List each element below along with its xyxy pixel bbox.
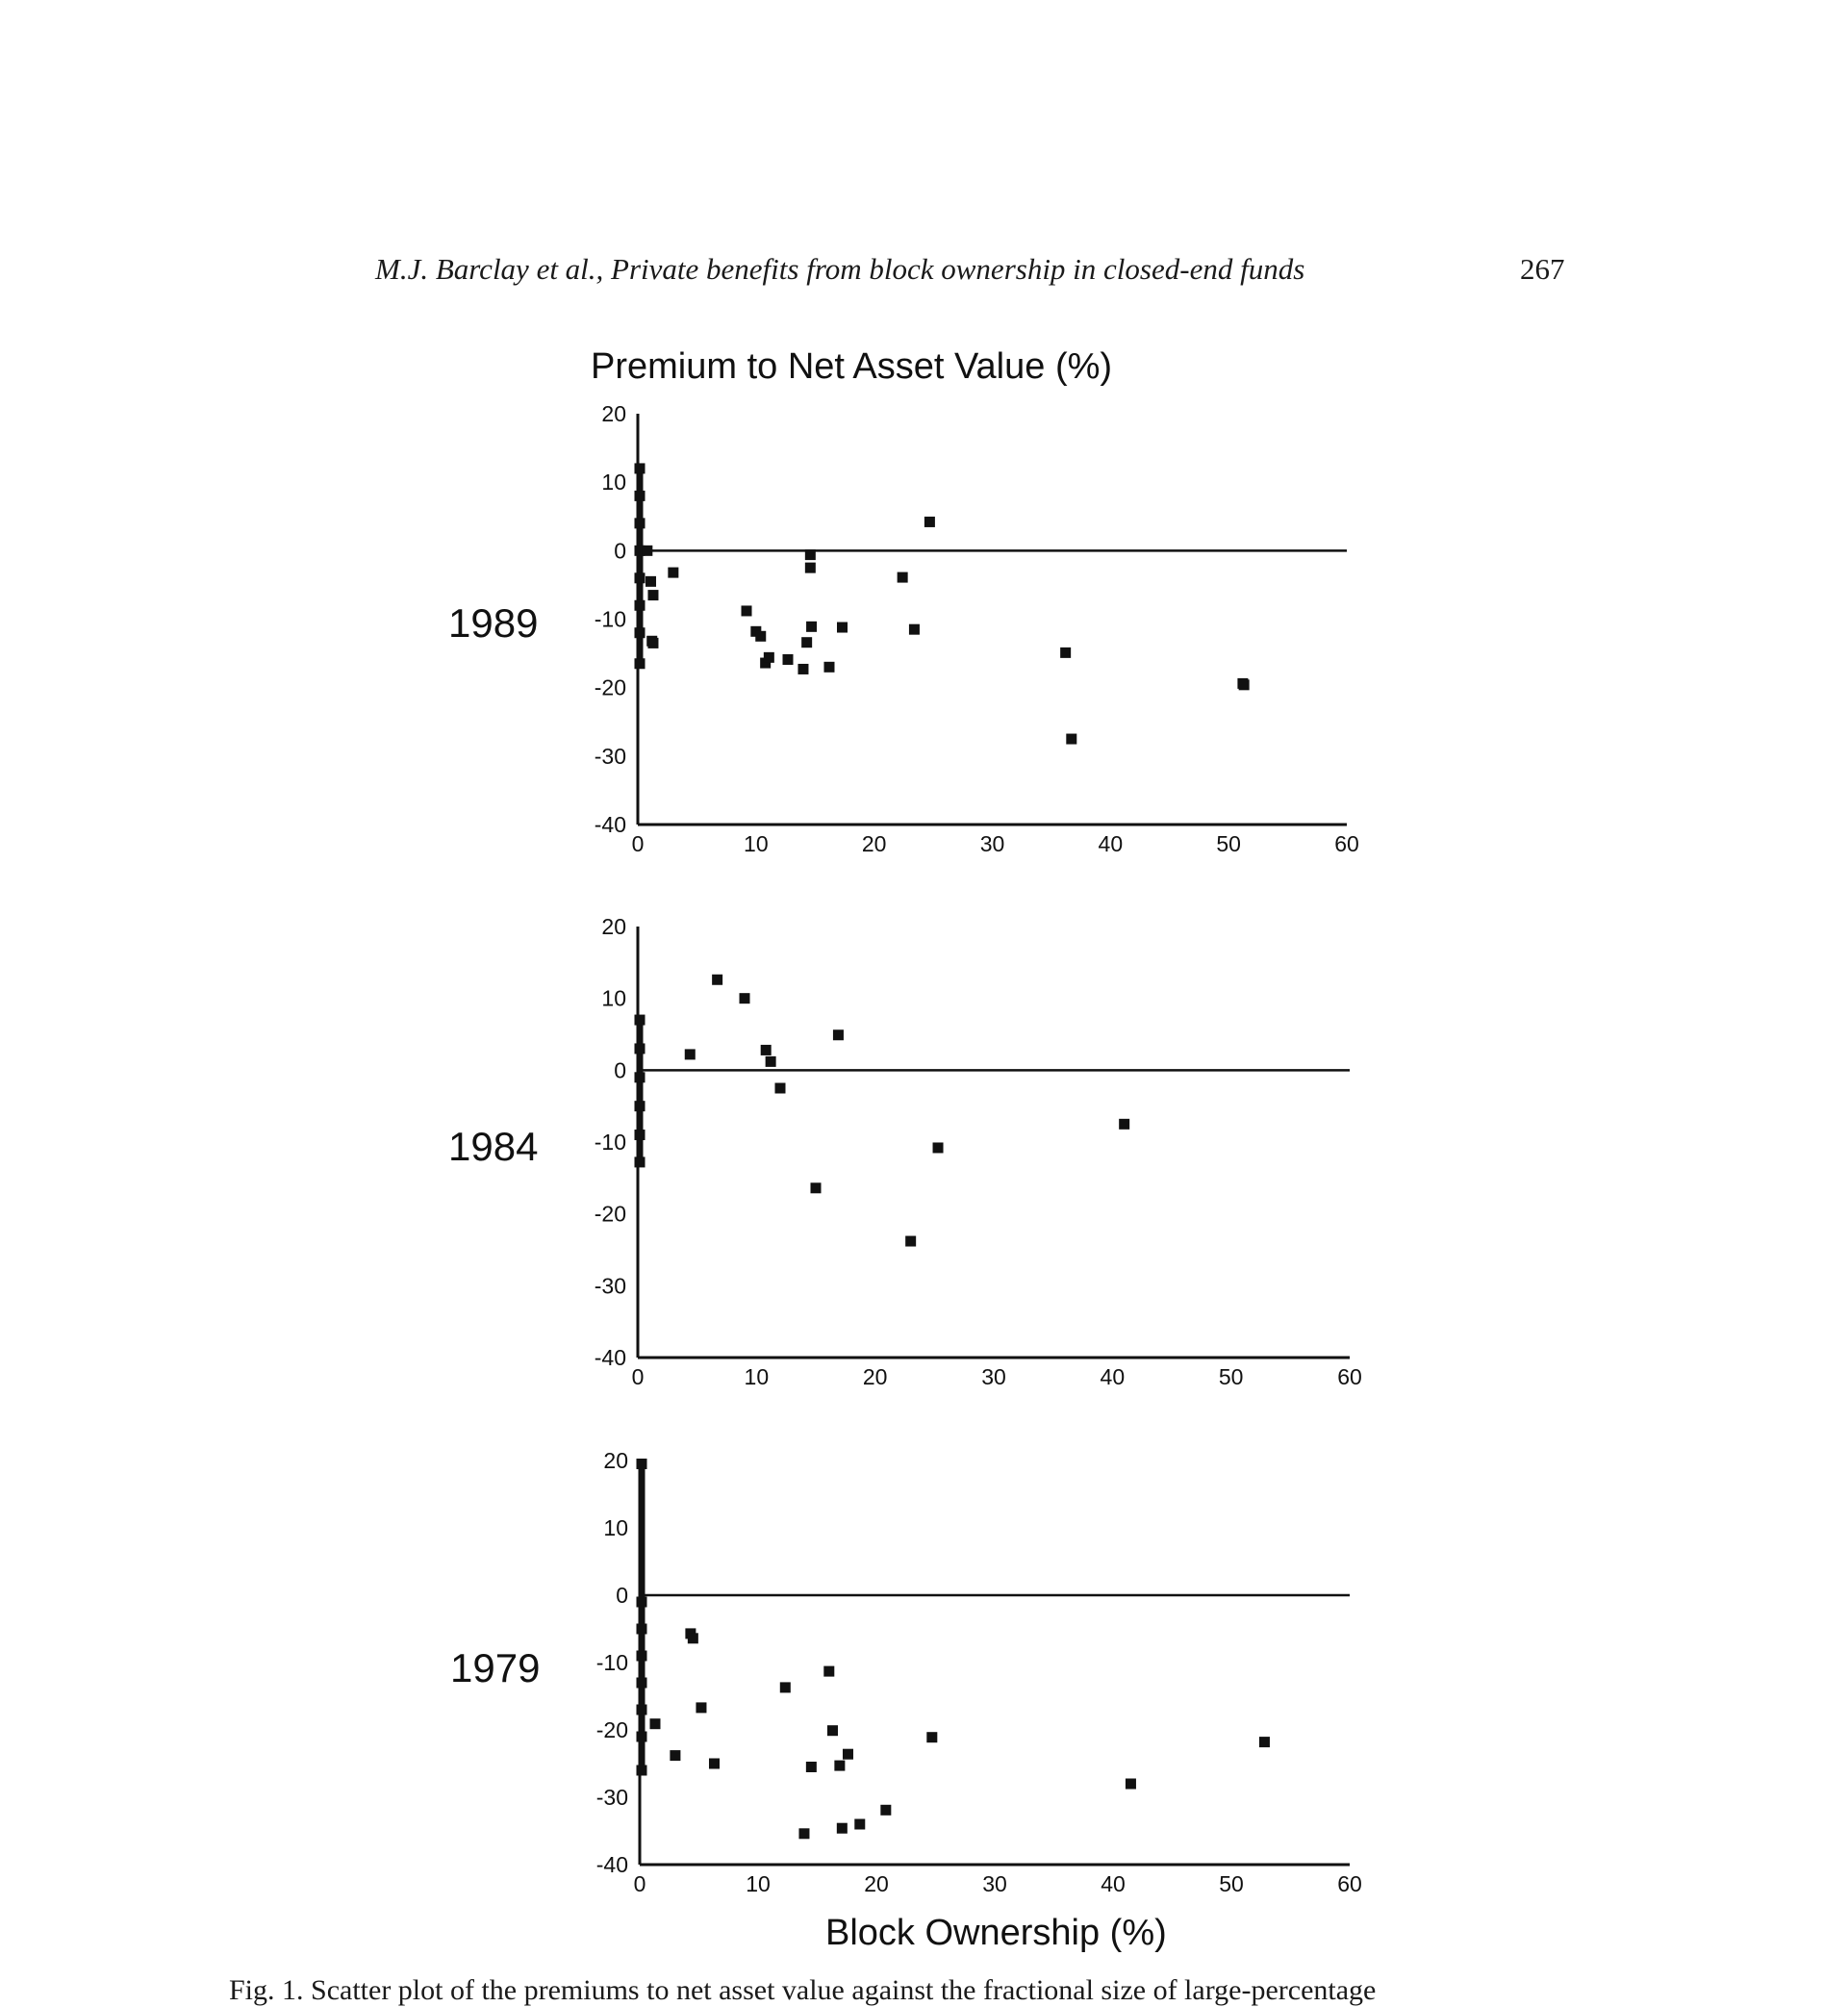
- y-tick-label: 10: [601, 470, 626, 495]
- y-tick-label: 20: [603, 1448, 628, 1473]
- x-tick-label: 10: [744, 1364, 770, 1389]
- data-point: [635, 1101, 646, 1111]
- data-point: [635, 1072, 646, 1082]
- figure-caption: Fig. 1. Scatter plot of the premiums to net asset value against the fractional size of large-percentage: [229, 1974, 1377, 2006]
- data-point: [837, 622, 848, 633]
- x-tick-label: 0: [633, 1871, 646, 1896]
- x-tick-label: 10: [744, 831, 769, 856]
- data-point: [909, 624, 920, 635]
- data-point: [740, 993, 750, 1004]
- data-point: [761, 1045, 772, 1055]
- data-point: [764, 652, 774, 663]
- data-point: [637, 1459, 647, 1469]
- data-point: [647, 590, 658, 600]
- scatter-panel-1989: [595, 401, 1359, 856]
- x-tick-label: 60: [1334, 831, 1359, 856]
- y-tick-label: 0: [616, 1583, 628, 1608]
- data-point: [805, 549, 816, 560]
- data-point: [635, 1156, 646, 1167]
- x-axis-title: Block Ownership (%): [825, 1913, 1167, 1953]
- data-point: [637, 1624, 647, 1635]
- y-tick-label: -10: [594, 606, 626, 632]
- y-tick-label: -20: [595, 1717, 628, 1742]
- data-point: [635, 491, 646, 501]
- data-point: [635, 463, 646, 473]
- data-point: [649, 1718, 660, 1729]
- data-point: [647, 638, 658, 648]
- y-tick-label: -40: [594, 1345, 626, 1370]
- data-point: [696, 1702, 706, 1713]
- y-tick-label: 20: [601, 914, 626, 939]
- data-point: [834, 1761, 845, 1771]
- data-point: [1259, 1737, 1270, 1747]
- data-point: [782, 654, 793, 665]
- data-point: [1239, 679, 1250, 690]
- data-point: [637, 1651, 647, 1662]
- x-tick-label: 20: [861, 831, 887, 856]
- running-head: M.J. Barclay et al., Private benefits from block ownership in closed-end funds: [375, 252, 1305, 286]
- data-point: [798, 1828, 809, 1839]
- y-tick-label: -30: [595, 1785, 628, 1810]
- data-point: [668, 568, 678, 578]
- x-tick-label: 30: [981, 1364, 1006, 1389]
- data-point: [642, 546, 652, 556]
- data-point: [709, 1759, 720, 1769]
- x-tick-label: 20: [864, 1871, 889, 1896]
- data-point: [924, 517, 935, 527]
- data-point: [837, 1823, 848, 1834]
- y-tick-label: -20: [594, 674, 626, 700]
- x-tick-label: 20: [862, 1364, 888, 1389]
- y-tick-label: 0: [614, 1057, 626, 1083]
- x-tick-label: 50: [1219, 1871, 1244, 1896]
- panel-label-1979: 1979: [450, 1645, 541, 1690]
- data-point: [833, 1029, 844, 1040]
- y-tick-label: -10: [595, 1650, 628, 1675]
- data-point: [635, 1043, 646, 1054]
- data-point: [823, 1666, 834, 1677]
- data-point: [637, 1705, 647, 1715]
- scatter-panel-1979: [596, 1448, 1362, 1896]
- data-point: [646, 576, 656, 587]
- x-tick-label: 30: [979, 831, 1005, 856]
- data-point: [635, 627, 646, 638]
- data-point: [933, 1142, 944, 1153]
- x-tick-label: 50: [1216, 831, 1241, 856]
- y-tick-label: -40: [594, 812, 626, 837]
- y-tick-label: 10: [601, 985, 626, 1011]
- x-tick-label: 0: [631, 831, 645, 856]
- page-number: 267: [1520, 252, 1565, 286]
- data-point: [637, 1766, 647, 1776]
- x-tick-label: 30: [982, 1871, 1007, 1896]
- y-tick-label: -30: [594, 743, 626, 769]
- x-tick-label: 40: [1101, 1871, 1126, 1896]
- data-point: [742, 605, 752, 616]
- data-point: [1060, 648, 1071, 658]
- y-axis-title: Premium to Net Asset Value (%): [591, 346, 1113, 387]
- panel-label-1989: 1989: [448, 600, 539, 646]
- x-tick-label: 50: [1218, 1364, 1244, 1389]
- data-point: [854, 1819, 865, 1830]
- data-point: [637, 1678, 647, 1689]
- data-point: [805, 563, 816, 573]
- data-point: [635, 518, 646, 528]
- data-point: [766, 1056, 776, 1067]
- data-point: [880, 1805, 891, 1816]
- data-point: [635, 658, 646, 669]
- data-point: [823, 662, 834, 673]
- y-tick-label: 20: [601, 401, 626, 426]
- data-point: [811, 1182, 822, 1193]
- data-point: [712, 975, 722, 985]
- panel-label-1984: 1984: [448, 1124, 539, 1169]
- data-point: [806, 622, 817, 632]
- data-point: [898, 572, 908, 583]
- data-point: [843, 1749, 853, 1760]
- data-point: [670, 1750, 680, 1761]
- y-tick-label: -10: [594, 1130, 626, 1155]
- data-point: [780, 1682, 791, 1692]
- y-tick-label: 0: [614, 538, 626, 564]
- data-point: [797, 664, 808, 674]
- data-point: [637, 1597, 647, 1608]
- data-point: [905, 1236, 916, 1247]
- y-tick-label: 10: [603, 1515, 628, 1540]
- scatter-panel-1984: [595, 914, 1362, 1389]
- data-point: [1066, 734, 1076, 745]
- x-tick-label: 60: [1337, 1364, 1362, 1389]
- x-tick-label: 10: [746, 1871, 771, 1896]
- data-point: [1126, 1779, 1136, 1790]
- data-point: [755, 631, 766, 642]
- data-point: [635, 600, 646, 611]
- x-tick-label: 0: [631, 1364, 645, 1389]
- data-point: [926, 1732, 937, 1742]
- data-point: [635, 1130, 646, 1140]
- x-tick-label: 40: [1098, 831, 1124, 856]
- x-tick-label: 60: [1337, 1871, 1362, 1896]
- data-point: [827, 1725, 838, 1736]
- data-point: [688, 1633, 698, 1643]
- y-tick-label: -40: [595, 1852, 628, 1877]
- data-point: [685, 1049, 696, 1059]
- y-tick-label: -30: [594, 1273, 626, 1299]
- data-point: [637, 1732, 647, 1742]
- data-point: [806, 1762, 817, 1772]
- data-point: [635, 572, 646, 583]
- x-tick-label: 40: [1100, 1364, 1126, 1389]
- data-point: [775, 1083, 786, 1094]
- data-point: [1119, 1119, 1129, 1130]
- data-point: [635, 1015, 646, 1026]
- y-tick-label: -20: [594, 1201, 626, 1227]
- data-point: [801, 637, 812, 648]
